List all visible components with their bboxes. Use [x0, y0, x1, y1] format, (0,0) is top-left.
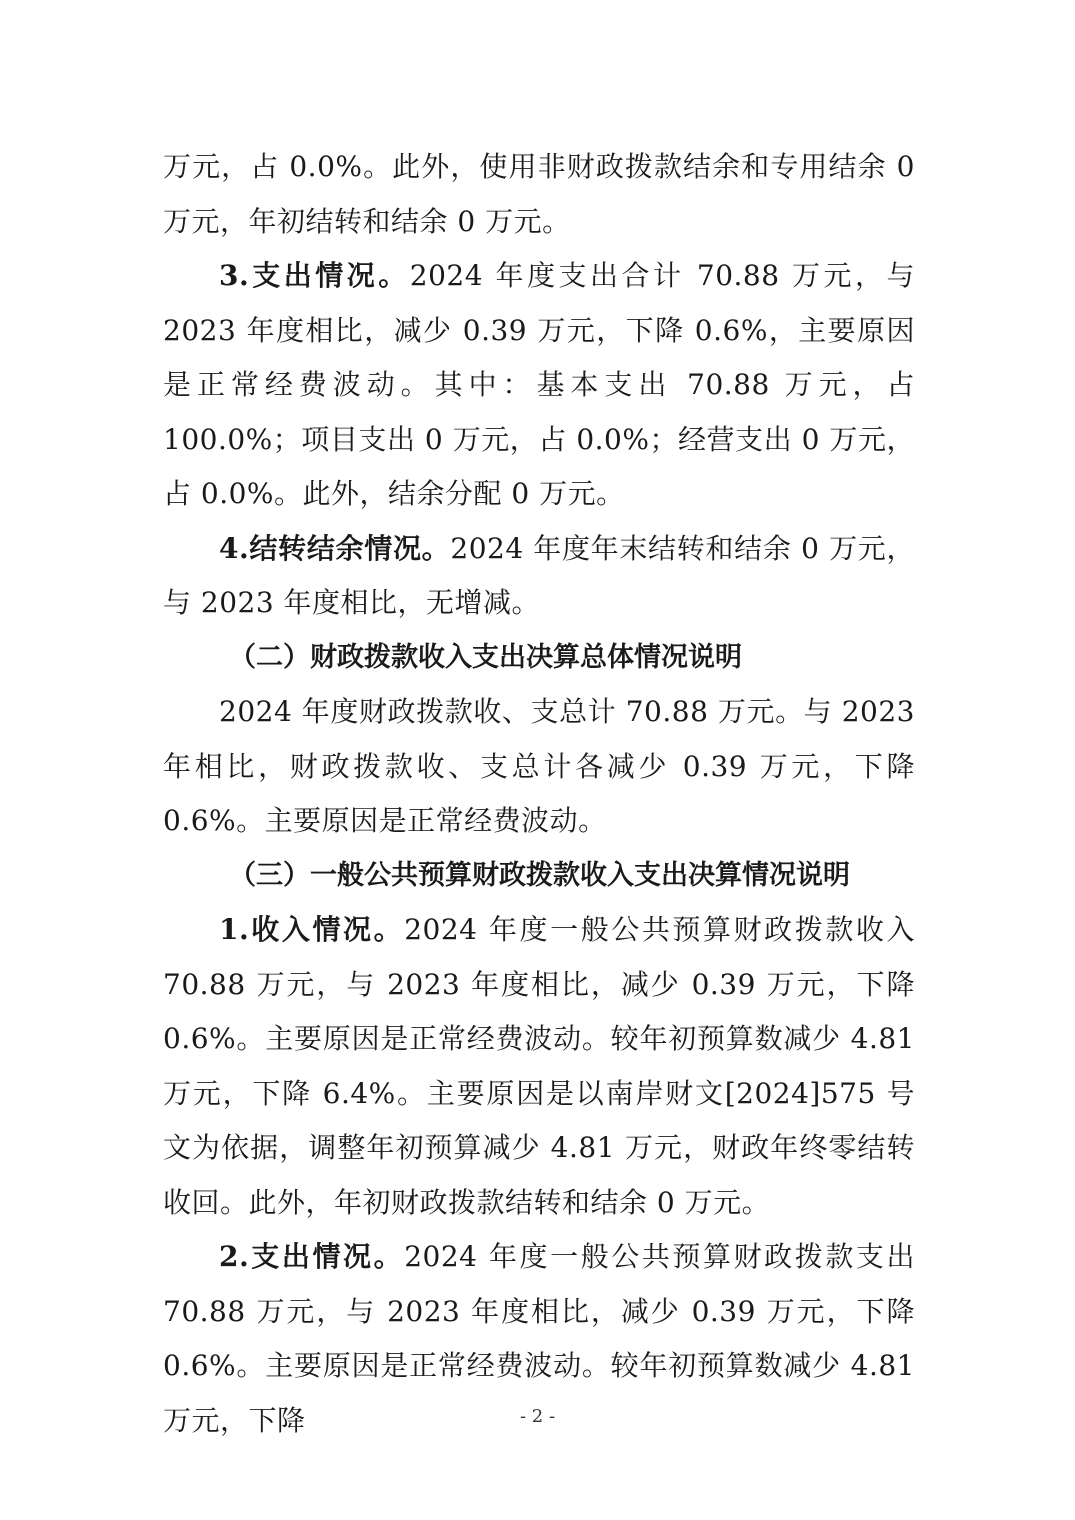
document-body: [163, 140, 915, 1448]
paragraph-lead: 3.支出情况。: [219, 259, 410, 292]
paragraph-fiscal-overview: [163, 685, 915, 849]
paragraph-income-continuation: [163, 140, 915, 249]
section-heading-general-budget: （三）一般公共预算财政拨款收入支出决算情况说明: [229, 859, 850, 891]
paragraph-lead: 4.结转结余情况。: [219, 531, 451, 565]
paragraph-body: 2024 年度财政拨款收、支总计 70.88 万元。与 2023 年相比，财政拨款收、支总计各减少 0.39 万元，下降 0.6%。主要原因是正常经费波动。: [163, 695, 915, 837]
paragraph-expenditure: [163, 249, 915, 522]
paragraph-body: 2024 年度支出合计 70.88 万元，与 2023 年度相比，减少 0.39 万元，下降 0.6%，主要原因是正常经费波动。其中：基本支出 70.88 万元，占 100.0%；项目支出 0 万元，占 0.0%；经营支出 0 万元，占 0.0%。此外，结余分配 0 万元。: [163, 259, 915, 510]
paragraph-body: 2024 年度一般公共预算财政拨款支出 70.88 万元，与 2023 年度相比，减少 0.39 万元，下降 0.6%。主要原因是正常经费波动。较年初预算数减少 4.81 万元，下降: [163, 1240, 915, 1437]
paragraph-lead: 2.支出情况。: [219, 1240, 405, 1273]
page-number: - 2 -: [519, 1406, 556, 1427]
section-heading-fiscal-overview: （二）财政拨款收入支出决算总体情况说明: [229, 641, 742, 673]
paragraph-body: 2024 年度年末结转和结余 0 万元，与 2023 年度相比，无增减。: [163, 531, 916, 619]
paragraph-body: 万元，占 0.0%。此外，使用非财政拨款结余和专用结余 0 万元，年初结转和结余 0 万元。: [163, 150, 915, 238]
paragraph-body: 2024 年度一般公共预算财政拨款收入 70.88 万元，与 2023 年度相比，减少 0.39 万元，下降 0.6%。主要原因是正常经费波动。较年初预算数减少 4.81 万元，下降 6.4%。主要原因是以南岸财文[2024]575 号文为依据，调整年初预算减少 4.81 万元，财政年终零结转收回。此外，年初财政拨款结转和结余 0 万元。: [163, 913, 915, 1219]
paragraph-lead: 1.收入情况。: [219, 913, 405, 946]
paragraph-carryover: [163, 522, 915, 631]
paragraph-general-budget-income: [163, 903, 915, 1230]
